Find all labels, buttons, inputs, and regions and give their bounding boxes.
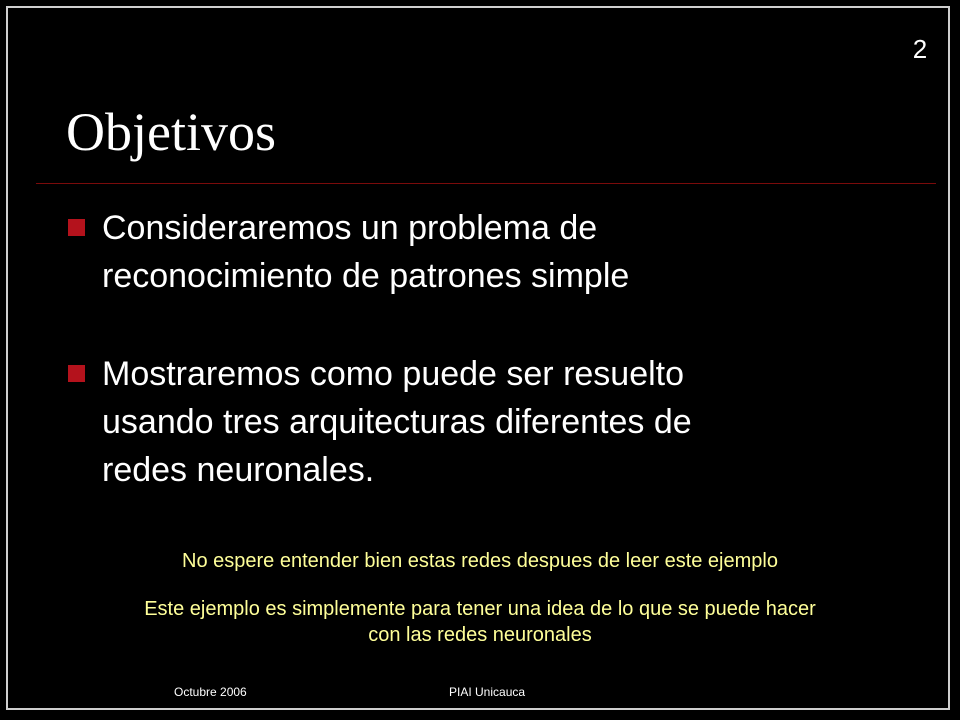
bullet-text (102, 350, 902, 494)
bullet-line: redes neuronales. (102, 451, 375, 489)
bullet-text (102, 204, 902, 300)
note-text (30, 596, 930, 648)
footer-date: Octubre 2006 (174, 685, 247, 699)
note-text: No espere entender bien estas redes despues de leer este ejemplo (182, 550, 778, 572)
title-divider (36, 183, 936, 184)
slide-title: Objetivos (66, 102, 276, 162)
square-bullet-icon (68, 365, 85, 382)
bullet-line: Consideraremos un problema de (102, 209, 598, 247)
note-line: con las redes neuronales (368, 624, 592, 646)
bullet-line: Mostraremos como puede ser resuelto (102, 355, 685, 393)
square-bullet-icon (68, 219, 85, 236)
footer-organization: PIAI Unicauca (449, 685, 526, 699)
bullet-line: reconocimiento de patrones simple (102, 257, 630, 295)
note-line: Este ejemplo es simplemente para tener una idea de lo que se puede hacer (144, 598, 816, 620)
slide-number: 2 (912, 34, 928, 64)
bullet-line: usando tres arquitecturas diferentes de (102, 403, 692, 441)
